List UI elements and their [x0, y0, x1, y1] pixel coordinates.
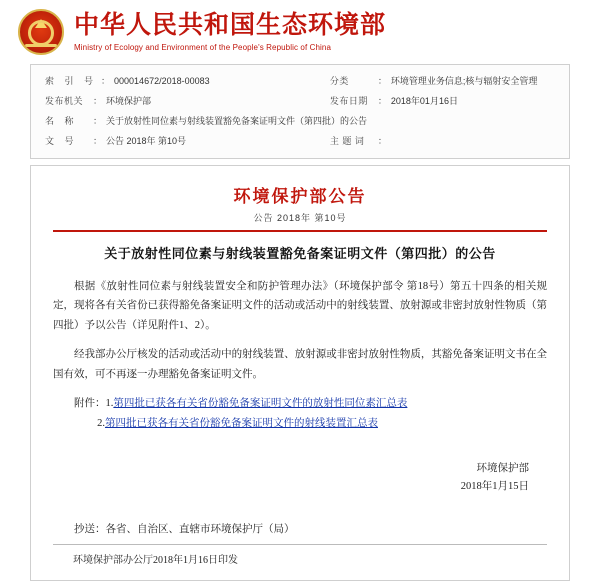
publish-date-label: 发布日期 [329, 96, 368, 107]
colon-5: ： [93, 136, 103, 147]
red-divider [53, 230, 547, 232]
signature-date: 2018年1月15日 [460, 481, 529, 493]
colon-4: ： [93, 116, 103, 127]
cc-line: 抄送：各省、自治区、直辖市环境保护厅（局） [74, 524, 295, 536]
category-value: 环境管理业务信息;核与辐射安全管理 [390, 76, 538, 86]
attachment-link-2[interactable]: 第四批已获各有关省份豁免备案证明文件的射线装置汇总表 [104, 417, 378, 429]
doc-number-value: 公告 2018年 第10号 [106, 136, 187, 147]
footer-divider [53, 544, 547, 545]
index-value: 000014672/2018-00083 [114, 76, 210, 86]
colon-3: ： [377, 96, 387, 107]
colon-0: ： [101, 76, 111, 86]
metadata-table [41, 71, 559, 152]
colon-1: ： [377, 76, 387, 86]
document-footer: 环境保护部办公厅2018年1月16日印发 [73, 555, 238, 567]
masthead-title-block [74, 12, 386, 52]
table-row [41, 71, 559, 91]
signature-block [53, 460, 547, 498]
publish-date-value: 2018年01月16日 [390, 96, 458, 107]
attachment-2-prefix: 2. [97, 417, 105, 429]
signature-org: 环境保护部 [476, 462, 529, 474]
name-value: 关于放射性同位素与射线装置豁免备案证明文件（第四批）的公告 [106, 116, 368, 127]
keyword-value [389, 133, 557, 149]
attachment-line-1 [53, 394, 547, 413]
paragraph-2: 经我部办公厅核发的活动或活动中的射线装置、放射源或非密封放射性物质，其豁免备案证明文书在全国有效，可不再逐一办理豁免备案证明文件。 [53, 349, 547, 380]
metadata-panel [30, 64, 570, 159]
colon-2: ： [93, 96, 103, 107]
publisher-value: 环境保护部 [106, 96, 152, 107]
category-label: 分类 [329, 76, 349, 86]
ministry-title-en: Ministry of Ecology and Environment of the People's Republic of China [74, 42, 332, 52]
attachment-line-2 [53, 414, 547, 434]
colon-6: ： [377, 136, 387, 147]
document-number: 公告 2018年 第10号 [253, 212, 347, 223]
paragraph-1: 根据《放射性同位素与射线装置安全和防护管理办法》（环境保护部令 第18号）第五十四条的相关规定，现将各有关省份已获得豁免备案证明文件的活动或活动中的射线装置、放射源或非密封放射性物质（第四批）予以公告（详见附件1、2）。 [53, 281, 547, 331]
ministry-title-cn: 中华人民共和国生态环境部 [74, 12, 387, 40]
table-row [41, 131, 559, 151]
table-row [41, 111, 559, 131]
national-emblem-icon [18, 9, 64, 55]
document-body [30, 165, 570, 581]
publisher-label: 发布机关 [45, 96, 84, 107]
name-label: 名 称 [45, 116, 78, 127]
masthead [0, 0, 600, 62]
document-title: 关于放射性同位素与射线装置豁免备案证明文件（第四批）的公告 [104, 245, 496, 261]
attachment-prefix: 附件：1. [74, 398, 114, 410]
document-org-header: 环境保护部公告 [233, 186, 367, 206]
attachment-link-1[interactable]: 第四批已获各有关省份豁免备案证明文件的放射性同位素汇总表 [113, 398, 408, 410]
keyword-label: 主 题 词 [329, 136, 365, 147]
table-row [41, 91, 559, 111]
index-label: 索 引 号 [45, 76, 98, 86]
doc-number-label: 文 号 [45, 136, 78, 147]
